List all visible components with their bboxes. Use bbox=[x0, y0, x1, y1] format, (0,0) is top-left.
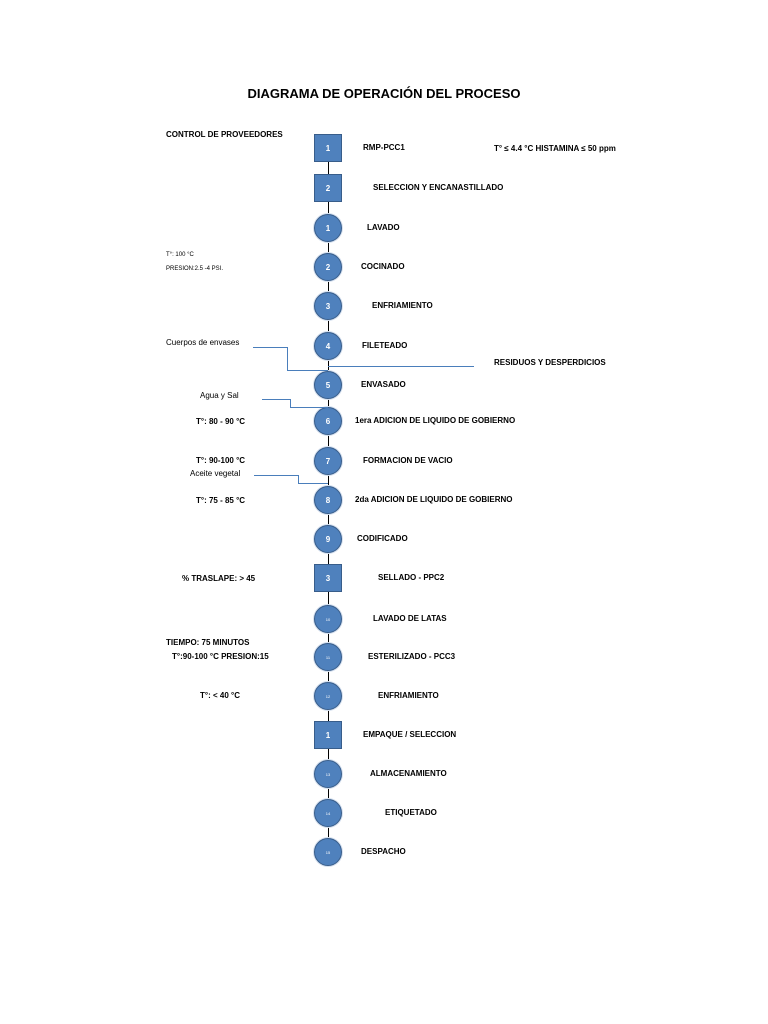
step-18-label: ETIQUETADO bbox=[385, 808, 437, 817]
step-15-circle-symbol: 12 bbox=[314, 682, 342, 710]
step-1-label: RMP-PCC1 bbox=[363, 143, 405, 152]
connector-agua-h1 bbox=[262, 399, 290, 400]
step-18-circle-symbol: 14 bbox=[314, 799, 342, 827]
step-10-label: 2da ADICION DE LIQUIDO DE GOBIERNO bbox=[355, 495, 513, 504]
step-5-label: ENFRIAMIENTO bbox=[372, 301, 433, 310]
step-7-circle-symbol: 5 bbox=[314, 371, 342, 399]
connector-aceite-v bbox=[298, 475, 299, 483]
step-16-square-symbol: 1 bbox=[314, 721, 342, 749]
note-residuos: RESIDUOS Y DESPERDICIOS bbox=[494, 358, 606, 367]
step-8-label: 1era ADICION DE LIQUIDO DE GOBIERNO bbox=[355, 416, 516, 425]
note-temp-presion: T°:90-100 °C PRESION:15 bbox=[172, 652, 269, 661]
connector-aceite-h2 bbox=[298, 483, 328, 484]
step-9-circle-symbol: 7 bbox=[314, 447, 342, 475]
step-19-label: DESPACHO bbox=[361, 847, 406, 856]
connector-envases-h1 bbox=[253, 347, 287, 348]
step-6-label: FILETEADO bbox=[362, 341, 408, 350]
step-3-circle-symbol: 1 bbox=[314, 214, 342, 242]
step-11-circle-symbol: 9 bbox=[314, 525, 342, 553]
note-aceite: Aceite vegetal bbox=[190, 469, 241, 478]
diagram-title: DIAGRAMA DE OPERACIÓN DEL PROCESO bbox=[247, 86, 521, 101]
note-control-proveedores: CONTROL DE PROVEEDORES bbox=[166, 130, 283, 139]
step-14-label: ESTERILIZADO - PCC3 bbox=[368, 652, 456, 661]
connector-envases-v bbox=[287, 347, 288, 370]
step-15-label: ENFRIAMIENTO bbox=[378, 691, 439, 700]
step-19-circle-symbol: 15 bbox=[314, 838, 342, 866]
connector-residuos bbox=[328, 366, 474, 367]
step-12-label: SELLADO - PPC2 bbox=[378, 573, 445, 582]
note-temp-adicion2: T°: 75 - 85 °C bbox=[196, 496, 246, 505]
step-16-label: EMPAQUE / SELECCION bbox=[363, 730, 457, 739]
note-cocinado-temp: T°: 100 °C bbox=[166, 252, 194, 258]
note-cocinado-presion: PRESION:2.5 -4 PSI. bbox=[166, 266, 224, 272]
step-7-label: ENVASADO bbox=[361, 380, 406, 389]
note-agua-sal: Agua y Sal bbox=[200, 391, 239, 400]
note-cuerpos-envases: Cuerpos de envases bbox=[166, 338, 240, 347]
step-6-circle-symbol: 4 bbox=[314, 332, 342, 360]
step-2-square-symbol: 2 bbox=[314, 174, 342, 202]
step-3-label: LAVADO bbox=[367, 223, 400, 232]
step-5-circle-symbol: 3 bbox=[314, 292, 342, 320]
note-temp-adicion1: T°: 80 - 90 °C bbox=[196, 417, 246, 426]
step-13-label: LAVADO DE LATAS bbox=[373, 614, 447, 623]
step-12-square-symbol: 3 bbox=[314, 564, 342, 592]
step-11-label: CODIFICADO bbox=[357, 534, 408, 543]
step-10-circle-symbol: 8 bbox=[314, 486, 342, 514]
step-13-circle-symbol: 10 bbox=[314, 605, 342, 633]
note-temp-enfriamiento: T°: < 40 °C bbox=[200, 691, 240, 700]
step-2-label: SELECCION Y ENCANASTILLADO bbox=[373, 183, 504, 192]
step-1-square-symbol: 1 bbox=[314, 134, 342, 162]
connector-aceite-h1 bbox=[254, 475, 298, 476]
note-temp-vacio: T°: 90-100 °C bbox=[196, 456, 246, 465]
connector-envases-h2 bbox=[287, 370, 328, 371]
step-17-circle-symbol: 13 bbox=[314, 760, 342, 788]
connector-agua-v bbox=[290, 399, 291, 407]
step-8-circle-symbol: 6 bbox=[314, 407, 342, 435]
note-histamina: T° ≤ 4.4 °C HISTAMINA ≤ 50 ppm bbox=[494, 144, 616, 153]
note-traslape: % TRASLAPE: > 45 bbox=[182, 574, 256, 583]
step-14-circle-symbol: 11 bbox=[314, 643, 342, 671]
note-tiempo: TIEMPO: 75 MINUTOS bbox=[166, 638, 250, 647]
step-9-label: FORMACION DE VACIO bbox=[363, 456, 453, 465]
connector-agua-h2 bbox=[290, 407, 328, 408]
step-4-label: COCINADO bbox=[361, 262, 405, 271]
step-17-label: ALMACENAMIENTO bbox=[370, 769, 447, 778]
step-4-circle-symbol: 2 bbox=[314, 253, 342, 281]
